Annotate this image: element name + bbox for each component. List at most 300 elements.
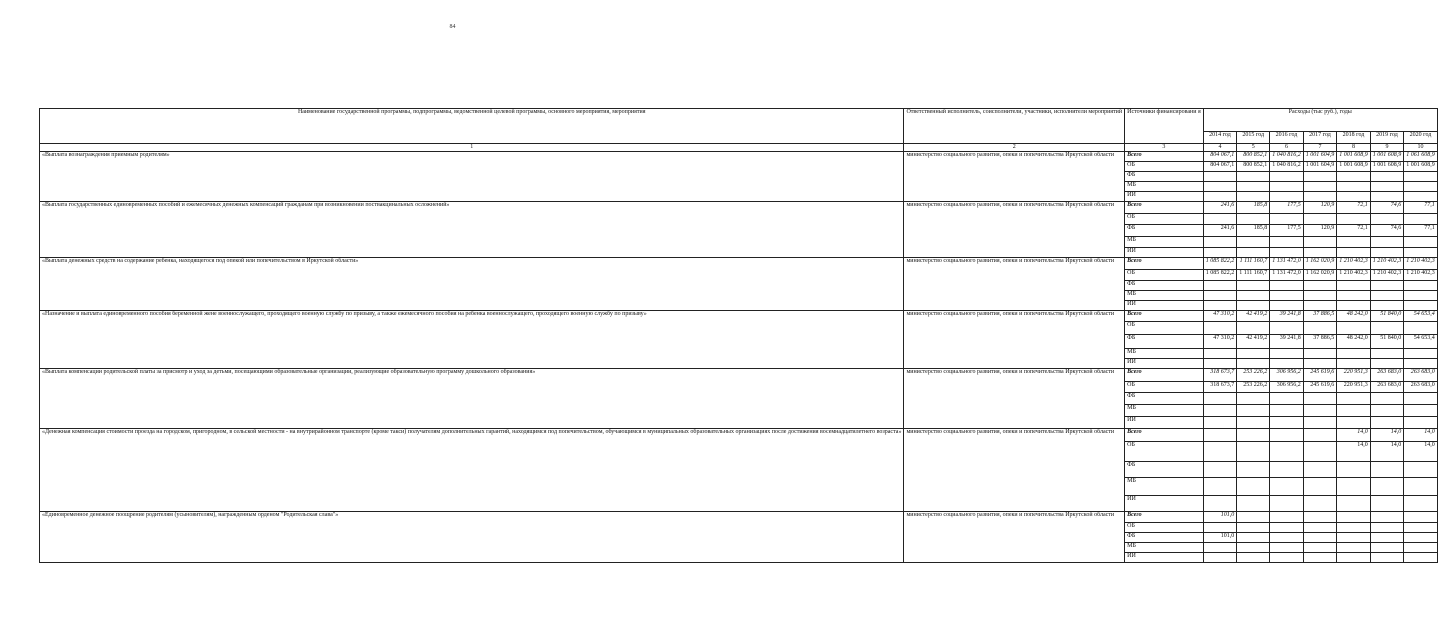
value-cell: [1337, 322, 1371, 335]
value-cell: [1303, 442, 1337, 462]
value-cell: 120,9: [1303, 202, 1337, 214]
value-cell: [1337, 512, 1371, 523]
value-cell: 72,1: [1337, 225, 1371, 237]
column-number: 1: [40, 144, 904, 152]
value-cell: [1337, 462, 1371, 478]
value-cell: 37 886,5: [1303, 335, 1337, 349]
value-cell: [1404, 543, 1438, 553]
value-cell: [1203, 214, 1237, 225]
column-number: 4: [1203, 144, 1237, 152]
value-cell: [1270, 478, 1304, 496]
value-cell: [1303, 543, 1337, 553]
source-cell: Всего: [1125, 369, 1204, 382]
value-cell: 1 085 822,2: [1203, 258, 1237, 270]
value-cell: 1 001 608,9: [1337, 162, 1371, 172]
value-cell: 177,5: [1270, 202, 1304, 214]
value-cell: [1203, 417, 1237, 429]
executor-cell: министерство социального развития, опеки и попечительства Иркутской области: [904, 202, 1125, 258]
value-cell: [1237, 182, 1270, 192]
source-cell: Всего: [1125, 258, 1204, 270]
executor-cell: министерство социального развития, опеки и попечительства Иркутской области: [904, 369, 1125, 429]
value-cell: [1337, 523, 1371, 533]
column-numbers-row: [40, 144, 1438, 152]
table-row: [40, 311, 1438, 322]
value-cell: [1370, 237, 1404, 248]
value-cell: [1270, 359, 1304, 369]
value-cell: 77,1: [1404, 202, 1438, 214]
value-cell: [1404, 359, 1438, 369]
header-executor: Ответственный исполнитель, соисполнители, участники, исполнители мероприятий: [904, 109, 1125, 144]
column-number: 3: [1125, 144, 1204, 152]
value-cell: [1370, 478, 1404, 496]
value-cell: [1404, 182, 1438, 192]
value-cell: [1270, 301, 1304, 311]
header-year: 2014 год: [1203, 132, 1237, 144]
source-cell: ИИ: [1125, 417, 1204, 429]
value-cell: [1270, 322, 1304, 335]
header-year: 2020 год: [1404, 132, 1438, 144]
value-cell: 1 001 608,9: [1337, 152, 1371, 162]
source-cell: Всего: [1125, 429, 1204, 442]
value-cell: 72,1: [1337, 202, 1371, 214]
value-cell: 241,6: [1203, 202, 1237, 214]
source-cell: МБ: [1125, 405, 1204, 417]
column-number: 7: [1303, 144, 1337, 152]
value-cell: [1303, 359, 1337, 369]
header-year: 2017 год: [1303, 132, 1337, 144]
value-cell: [1270, 182, 1304, 192]
value-cell: 1 085 822,2: [1203, 270, 1237, 281]
value-cell: [1303, 322, 1337, 335]
value-cell: [1303, 462, 1337, 478]
value-cell: [1303, 301, 1337, 311]
value-cell: [1337, 291, 1371, 301]
value-cell: 1 210 402,3: [1337, 258, 1371, 270]
value-cell: 54 653,4: [1404, 335, 1438, 349]
value-cell: [1203, 172, 1237, 182]
value-cell: 1 131 472,0: [1270, 258, 1304, 270]
value-cell: 1 001 608,9: [1404, 162, 1438, 172]
value-cell: [1370, 496, 1404, 512]
source-cell: ФБ: [1125, 172, 1204, 182]
value-cell: [1337, 359, 1371, 369]
value-cell: 74,6: [1370, 225, 1404, 237]
table-row: [40, 429, 1438, 442]
value-cell: [1237, 523, 1270, 533]
value-cell: [1237, 512, 1270, 523]
measure-name: «Единовременное денежное поощрение родителям (усыновителям), награжденным орденом "Родительская слава"»: [40, 512, 904, 563]
value-cell: 14,0: [1337, 429, 1371, 442]
value-cell: 306 956,2: [1270, 369, 1304, 382]
value-cell: [1270, 214, 1304, 225]
value-cell: 263 683,0: [1404, 382, 1438, 393]
value-cell: [1203, 496, 1237, 512]
value-cell: [1270, 405, 1304, 417]
value-cell: [1270, 393, 1304, 405]
executor-cell: министерство социального развития, опеки и попечительства Иркутской области: [904, 258, 1125, 311]
value-cell: [1203, 237, 1237, 248]
value-cell: [1404, 417, 1438, 429]
value-cell: [1404, 349, 1438, 359]
value-cell: [1270, 172, 1304, 182]
value-cell: [1404, 237, 1438, 248]
value-cell: [1237, 553, 1270, 563]
value-cell: [1303, 417, 1337, 429]
value-cell: 800 852,1: [1237, 152, 1270, 162]
value-cell: 101,0: [1203, 512, 1237, 523]
source-cell: ИИ: [1125, 301, 1204, 311]
executor-cell: министерство социального развития, опеки и попечительства Иркутской области: [904, 512, 1125, 563]
source-cell: Всего: [1125, 152, 1204, 162]
value-cell: [1270, 512, 1304, 523]
value-cell: [1404, 393, 1438, 405]
value-cell: [1404, 533, 1438, 543]
value-cell: 185,8: [1237, 225, 1270, 237]
value-cell: 1 210 402,3: [1337, 270, 1371, 281]
value-cell: 39 241,8: [1270, 311, 1304, 322]
value-cell: [1337, 349, 1371, 359]
value-cell: 14,0: [1370, 442, 1404, 462]
value-cell: 77,1: [1404, 225, 1438, 237]
value-cell: 263 683,0: [1370, 369, 1404, 382]
value-cell: [1303, 237, 1337, 248]
value-cell: [1404, 553, 1438, 563]
source-cell: ИИ: [1125, 248, 1204, 258]
value-cell: [1270, 442, 1304, 462]
value-cell: [1203, 192, 1237, 202]
value-cell: 1 040 816,2: [1270, 162, 1304, 172]
value-cell: [1270, 291, 1304, 301]
value-cell: [1303, 281, 1337, 291]
value-cell: 253 226,2: [1237, 382, 1270, 393]
value-cell: [1270, 462, 1304, 478]
value-cell: [1337, 478, 1371, 496]
table-row: [40, 512, 1438, 523]
executor-cell: министерство социального развития, опеки и попечительства Иркутской области: [904, 152, 1125, 202]
source-cell: МБ: [1125, 182, 1204, 192]
value-cell: 263 683,0: [1404, 369, 1438, 382]
value-cell: [1270, 248, 1304, 258]
value-cell: [1237, 393, 1270, 405]
value-cell: [1337, 393, 1371, 405]
value-cell: 1 162 020,9: [1303, 270, 1337, 281]
value-cell: [1337, 192, 1371, 202]
value-cell: [1203, 349, 1237, 359]
value-cell: 1 001 604,9: [1303, 152, 1337, 162]
value-cell: [1303, 192, 1337, 202]
value-cell: [1203, 462, 1237, 478]
value-cell: [1237, 359, 1270, 369]
value-cell: [1237, 301, 1270, 311]
value-cell: [1237, 237, 1270, 248]
source-cell: ОБ: [1125, 270, 1204, 281]
value-cell: 1 040 816,2: [1270, 152, 1304, 162]
value-cell: [1237, 543, 1270, 553]
value-cell: [1203, 405, 1237, 417]
value-cell: [1337, 172, 1371, 182]
value-cell: [1237, 349, 1270, 359]
value-cell: [1270, 533, 1304, 543]
source-cell: ФБ: [1125, 281, 1204, 291]
value-cell: [1237, 291, 1270, 301]
value-cell: [1370, 291, 1404, 301]
value-cell: 14,0: [1404, 429, 1438, 442]
value-cell: [1404, 281, 1438, 291]
value-cell: [1404, 478, 1438, 496]
value-cell: [1303, 496, 1337, 512]
value-cell: [1370, 248, 1404, 258]
value-cell: 220 951,3: [1337, 382, 1371, 393]
value-cell: [1203, 429, 1237, 442]
source-cell: ИИ: [1125, 359, 1204, 369]
value-cell: 804 067,1: [1203, 152, 1237, 162]
value-cell: 177,5: [1270, 225, 1304, 237]
value-cell: [1270, 523, 1304, 533]
value-cell: [1337, 248, 1371, 258]
value-cell: [1337, 417, 1371, 429]
header-year: 2018 год: [1337, 132, 1371, 144]
value-cell: [1303, 349, 1337, 359]
source-cell: МБ: [1125, 543, 1204, 553]
value-cell: [1270, 349, 1304, 359]
value-cell: 120,9: [1303, 225, 1337, 237]
value-cell: [1237, 533, 1270, 543]
value-cell: 1 162 020,9: [1303, 258, 1337, 270]
value-cell: [1237, 417, 1270, 429]
source-cell: МБ: [1125, 478, 1204, 496]
table-row: [40, 258, 1438, 270]
source-cell: ФБ: [1125, 335, 1204, 349]
value-cell: [1303, 405, 1337, 417]
value-cell: [1404, 405, 1438, 417]
value-cell: [1237, 442, 1270, 462]
value-cell: 14,0: [1404, 442, 1438, 462]
value-cell: [1203, 478, 1237, 496]
value-cell: [1270, 417, 1304, 429]
value-cell: [1303, 429, 1337, 442]
value-cell: [1203, 553, 1237, 563]
header-expenses: Расходы (тыс руб.), годы: [1203, 109, 1437, 132]
value-cell: [1303, 214, 1337, 225]
value-cell: [1404, 192, 1438, 202]
value-cell: [1270, 429, 1304, 442]
value-cell: [1270, 281, 1304, 291]
value-cell: 1 210 402,3: [1404, 258, 1438, 270]
source-cell: Всего: [1125, 311, 1204, 322]
value-cell: 318 673,7: [1203, 382, 1237, 393]
source-cell: ФБ: [1125, 533, 1204, 543]
value-cell: 54 653,4: [1404, 311, 1438, 322]
value-cell: 47 310,2: [1203, 311, 1237, 322]
column-number: 5: [1237, 144, 1270, 152]
expenses-table: [39, 108, 1438, 563]
value-cell: [1370, 172, 1404, 182]
value-cell: [1303, 248, 1337, 258]
source-cell: ОБ: [1125, 322, 1204, 335]
value-cell: 245 619,6: [1303, 369, 1337, 382]
header-name: Наименование государственной программы, подпрограммы, ведомственной целевой программы, основного мероприятия, мероприятия: [40, 109, 904, 144]
value-cell: [1370, 533, 1404, 543]
value-cell: 804 067,1: [1203, 162, 1237, 172]
value-cell: [1404, 462, 1438, 478]
value-cell: [1270, 496, 1304, 512]
value-cell: [1303, 393, 1337, 405]
value-cell: [1303, 182, 1337, 192]
value-cell: 14,0: [1337, 442, 1371, 462]
value-cell: [1370, 523, 1404, 533]
value-cell: [1404, 496, 1438, 512]
source-cell: Всего: [1125, 512, 1204, 523]
value-cell: 1 131 472,0: [1270, 270, 1304, 281]
value-cell: [1404, 512, 1438, 523]
value-cell: 14,0: [1370, 429, 1404, 442]
value-cell: 74,6: [1370, 202, 1404, 214]
value-cell: [1370, 462, 1404, 478]
value-cell: [1370, 512, 1404, 523]
value-cell: [1404, 172, 1438, 182]
value-cell: [1404, 248, 1438, 258]
value-cell: [1370, 192, 1404, 202]
value-cell: [1337, 496, 1371, 512]
value-cell: [1303, 172, 1337, 182]
value-cell: [1404, 301, 1438, 311]
column-number: 10: [1404, 144, 1438, 152]
value-cell: [1337, 182, 1371, 192]
value-cell: [1203, 322, 1237, 335]
value-cell: [1203, 543, 1237, 553]
header-year: 2016 год: [1270, 132, 1304, 144]
value-cell: [1370, 301, 1404, 311]
value-cell: [1404, 322, 1438, 335]
value-cell: 220 951,3: [1337, 369, 1371, 382]
value-cell: 1 210 402,3: [1370, 258, 1404, 270]
value-cell: 37 886,5: [1303, 311, 1337, 322]
value-cell: 318 673,7: [1203, 369, 1237, 382]
value-cell: [1337, 237, 1371, 248]
source-cell: ОБ: [1125, 214, 1204, 225]
value-cell: [1203, 442, 1237, 462]
value-cell: [1370, 553, 1404, 563]
value-cell: [1370, 322, 1404, 335]
column-number: 2: [904, 144, 1125, 152]
value-cell: 39 241,8: [1270, 335, 1304, 349]
value-cell: 245 619,6: [1303, 382, 1337, 393]
value-cell: [1303, 478, 1337, 496]
value-cell: 101,0: [1203, 533, 1237, 543]
value-cell: [1203, 248, 1237, 258]
value-cell: 1 061 608,9: [1404, 152, 1438, 162]
source-cell: ИИ: [1125, 496, 1204, 512]
source-cell: ФБ: [1125, 225, 1204, 237]
value-cell: [1337, 553, 1371, 563]
column-number: 8: [1337, 144, 1371, 152]
source-cell: ОБ: [1125, 442, 1204, 462]
value-cell: [1237, 405, 1270, 417]
value-cell: [1237, 322, 1270, 335]
value-cell: [1404, 214, 1438, 225]
value-cell: 241,6: [1203, 225, 1237, 237]
value-cell: [1237, 429, 1270, 442]
value-cell: 263 683,0: [1370, 382, 1404, 393]
value-cell: [1337, 281, 1371, 291]
value-cell: [1303, 533, 1337, 543]
table-body: [40, 152, 1438, 563]
value-cell: [1203, 359, 1237, 369]
value-cell: 51 840,0: [1370, 335, 1404, 349]
measure-name: «Выплата государственных единовременных пособий и ежемесячных денежных компенсаций гражданам при возникновении поствакцинальных осложнений»: [40, 202, 904, 258]
value-cell: [1270, 192, 1304, 202]
value-cell: [1203, 182, 1237, 192]
value-cell: 42 419,2: [1237, 335, 1270, 349]
value-cell: [1337, 214, 1371, 225]
value-cell: [1203, 291, 1237, 301]
measure-name: «Назначение и выплата единовременного пособия беременной жене военнослужащего, проходящего военную службу по призыву, а также ежемесячного пособия на ребенка военнослужащего, проходящего военную службу по призыву»: [40, 311, 904, 369]
source-cell: ОБ: [1125, 523, 1204, 533]
value-cell: [1370, 281, 1404, 291]
value-cell: [1337, 533, 1371, 543]
value-cell: 253 226,2: [1237, 369, 1270, 382]
source-cell: ФБ: [1125, 393, 1204, 405]
header-source: Источники финансировани я: [1125, 109, 1204, 144]
value-cell: 48 242,0: [1337, 311, 1371, 322]
value-cell: 1 111 160,7: [1237, 270, 1270, 281]
value-cell: [1337, 301, 1371, 311]
value-cell: 306 956,2: [1270, 382, 1304, 393]
source-cell: МБ: [1125, 237, 1204, 248]
value-cell: [1237, 248, 1270, 258]
measure-name: «Денежная компенсация стоимости проезда на городском, пригородном, в сельской местности - на внутрирайонном транспорте (кроме такси) получателям дополнительных гарантий, находящимся под попечительством, обучающимся в муниципальных образовательных организациях после достижения восемнадцатилетнего возраста»: [40, 429, 904, 512]
value-cell: [1203, 393, 1237, 405]
value-cell: [1203, 281, 1237, 291]
value-cell: [1337, 543, 1371, 553]
value-cell: [1370, 214, 1404, 225]
value-cell: [1203, 523, 1237, 533]
column-number: 9: [1370, 144, 1404, 152]
value-cell: [1370, 393, 1404, 405]
source-cell: ФБ: [1125, 462, 1204, 478]
source-cell: ИИ: [1125, 192, 1204, 202]
source-cell: ОБ: [1125, 162, 1204, 172]
value-cell: [1370, 182, 1404, 192]
header-year: 2019 год: [1370, 132, 1404, 144]
source-cell: Всего: [1125, 202, 1204, 214]
value-cell: [1237, 478, 1270, 496]
value-cell: [1237, 462, 1270, 478]
value-cell: 185,8: [1237, 202, 1270, 214]
value-cell: [1404, 523, 1438, 533]
value-cell: [1237, 281, 1270, 291]
value-cell: [1337, 405, 1371, 417]
value-cell: [1303, 512, 1337, 523]
value-cell: [1203, 301, 1237, 311]
measure-name: «Выплата вознаграждения приемным родителям»: [40, 152, 904, 202]
table-row: [40, 152, 1438, 162]
value-cell: 1 001 608,9: [1370, 152, 1404, 162]
value-cell: 42 419,2: [1237, 311, 1270, 322]
value-cell: 1 001 604,9: [1303, 162, 1337, 172]
value-cell: 47 310,2: [1203, 335, 1237, 349]
value-cell: [1370, 349, 1404, 359]
value-cell: [1303, 523, 1337, 533]
value-cell: [1270, 553, 1304, 563]
executor-cell: министерство социального развития, опеки и попечительства Иркутской области: [904, 429, 1125, 512]
source-cell: МБ: [1125, 291, 1204, 301]
value-cell: [1237, 192, 1270, 202]
value-cell: [1404, 291, 1438, 301]
value-cell: [1370, 543, 1404, 553]
value-cell: [1370, 359, 1404, 369]
value-cell: 48 242,0: [1337, 335, 1371, 349]
